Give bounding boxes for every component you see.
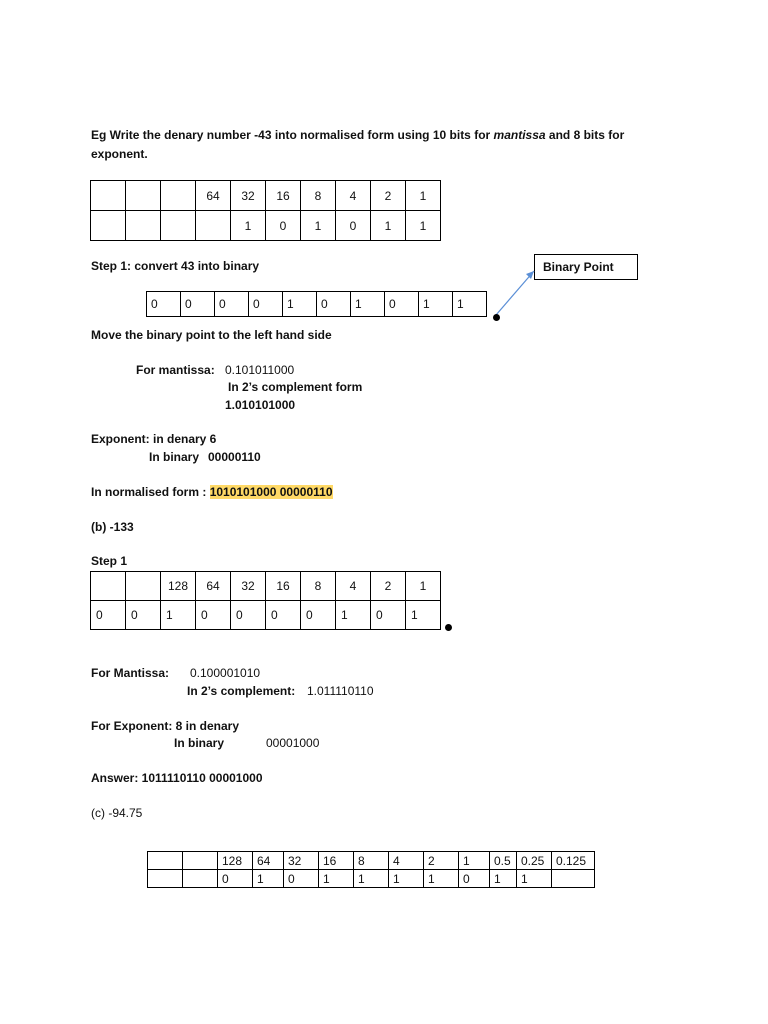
table-cell: 0 — [459, 870, 490, 888]
normalised-answer-highlight: 1010101000 00000110 — [209, 485, 333, 499]
table-cell: 16 — [266, 572, 301, 601]
table-cell: 1 — [406, 572, 441, 601]
table-cell: 128 — [218, 852, 253, 870]
table-row — [148, 870, 595, 888]
table-cell: 1 — [161, 601, 196, 630]
table-cell — [91, 572, 126, 601]
mantissa-value: 0.101011000 — [225, 363, 295, 377]
binary-point-dot-icon — [493, 314, 500, 321]
table-cell: 1 — [517, 870, 552, 888]
table-cell: 1 — [336, 601, 371, 630]
part-b-mantissa-label: For Mantissa: — [91, 666, 170, 680]
table-cell: 0 — [385, 292, 419, 317]
table-cell: 8 — [354, 852, 389, 870]
table-cell: 1 — [253, 870, 284, 888]
table-cell: 0 — [91, 601, 126, 630]
table-cell: 0 — [218, 870, 253, 888]
table-cell: 4 — [389, 852, 424, 870]
exponent-binary-value: 00000110 — [208, 450, 261, 464]
question-line-1: Eg Write the denary number -43 into normalised form using 10 bits for mantissa and 8 bits for — [91, 128, 625, 142]
mantissa-label: For mantissa: — [136, 363, 215, 377]
table-cell: 0.5 — [490, 852, 517, 870]
table-cell: 1 — [453, 292, 487, 317]
table-cell: 0 — [249, 292, 283, 317]
table-row — [148, 852, 595, 870]
table-cell: 64 — [196, 181, 231, 211]
table-cell — [183, 852, 218, 870]
part-b-answer: Answer: 1011110110 00001000 — [91, 771, 263, 785]
table-cell — [126, 181, 161, 211]
table-row — [147, 292, 487, 317]
table-cell: 0 — [181, 292, 215, 317]
table-cell: 0 — [147, 292, 181, 317]
table-cell: 128 — [161, 572, 196, 601]
table-cell: 32 — [231, 572, 266, 601]
table-cell — [552, 870, 595, 888]
question-line-2: exponent. — [91, 147, 148, 161]
table-cell: 0 — [126, 601, 161, 630]
part-b-twos-label: In 2’s complement: — [187, 684, 296, 698]
table-cell: 1 — [490, 870, 517, 888]
table-cell — [148, 852, 183, 870]
table-row — [91, 181, 441, 211]
place-value-table-43 — [90, 180, 441, 241]
table-cell: 8 — [301, 181, 336, 211]
table-cell: 16 — [266, 181, 301, 211]
table-cell: 2 — [424, 852, 459, 870]
table-cell: 0.25 — [517, 852, 552, 870]
table-cell: 0 — [301, 601, 336, 630]
binary-43-table — [146, 291, 487, 317]
table-row — [91, 572, 441, 601]
table-cell: 1 — [406, 211, 441, 241]
part-c-label: (c) -94.75 — [91, 806, 143, 820]
table-cell: 1 — [424, 870, 459, 888]
table-row — [91, 601, 441, 630]
table-cell: 16 — [319, 852, 354, 870]
table-cell: 0 — [196, 601, 231, 630]
table-cell: 1 — [354, 870, 389, 888]
table-cell: 1 — [319, 870, 354, 888]
step1-label: Step 1: convert 43 into binary — [91, 259, 260, 273]
table-cell: 4 — [336, 181, 371, 211]
move-point-text: Move the binary point to the left hand side — [91, 328, 332, 342]
table-cell: 1 — [371, 211, 406, 241]
normalised-form: In normalised form : 1010101000 00000110 — [91, 485, 333, 499]
table-cell: 1 — [406, 181, 441, 211]
part-b-exp-binary-label: In binary — [174, 736, 225, 750]
part-b-exponent-label: For Exponent: 8 in denary — [91, 719, 240, 733]
part-b-mantissa-value: 0.100001010 — [190, 666, 261, 680]
binary-point-callout: Binary Point — [534, 254, 638, 280]
part-b-exp-binary-value: 00001000 — [266, 736, 320, 750]
table-cell — [196, 211, 231, 241]
exponent-binary-label: In binary — [149, 450, 200, 464]
table-cell: 1 — [389, 870, 424, 888]
callout-arrow-icon — [490, 262, 540, 322]
table-cell: 1 — [459, 852, 490, 870]
table-cell: 1 — [419, 292, 453, 317]
table-cell: 0 — [317, 292, 351, 317]
table-cell: 4 — [336, 572, 371, 601]
binary-point-dot-icon — [445, 624, 452, 631]
table-cell: 0 — [231, 601, 266, 630]
table-cell: 2 — [371, 181, 406, 211]
table-cell: 1 — [283, 292, 317, 317]
table-cell: 8 — [301, 572, 336, 601]
table-cell: 0 — [266, 601, 301, 630]
table-cell: 0 — [266, 211, 301, 241]
table-cell — [91, 211, 126, 241]
table-cell — [148, 870, 183, 888]
table-cell: 0 — [371, 601, 406, 630]
table-cell: 32 — [231, 181, 266, 211]
table-cell: 64 — [253, 852, 284, 870]
part-b-label: (b) -133 — [91, 520, 134, 534]
table-cell: 64 — [196, 572, 231, 601]
table-cell: 0 — [284, 870, 319, 888]
table-cell — [91, 181, 126, 211]
table-cell: 32 — [284, 852, 319, 870]
place-value-table-94-75 — [147, 851, 595, 888]
part-b-twos-value: 1.011110110 — [307, 684, 374, 698]
mantissa-twos-label: In 2’s complement form — [228, 380, 363, 394]
table-cell — [183, 870, 218, 888]
table-cell: 2 — [371, 572, 406, 601]
exponent-label: Exponent: in denary 6 — [91, 432, 217, 446]
table-cell: 0 — [336, 211, 371, 241]
table-cell — [126, 572, 161, 601]
table-row — [91, 211, 441, 241]
table-cell — [161, 181, 196, 211]
table-cell — [161, 211, 196, 241]
table-cell: 0.125 — [552, 852, 595, 870]
table-cell: 0 — [215, 292, 249, 317]
table-cell: 1 — [351, 292, 385, 317]
table-cell: 1 — [301, 211, 336, 241]
place-value-table-133 — [90, 571, 441, 630]
table-cell: 1 — [406, 601, 441, 630]
table-cell: 1 — [231, 211, 266, 241]
table-cell — [126, 211, 161, 241]
mantissa-twos-value: 1.010101000 — [225, 398, 296, 412]
part-b-step1: Step 1 — [91, 554, 128, 568]
